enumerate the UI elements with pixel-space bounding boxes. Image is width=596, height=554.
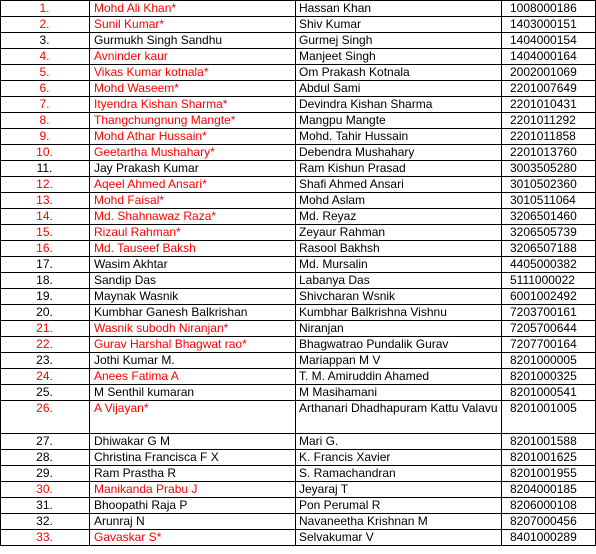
roll-number-cell: 8201001955 xyxy=(502,466,596,482)
father-name-cell: Gurmej Singh xyxy=(296,33,502,49)
serial-number-cell: 19. xyxy=(1,289,90,305)
candidate-name-cell: Bhoopathi Raja P xyxy=(90,498,296,514)
table-row xyxy=(1,450,596,466)
father-name-cell: Mangpu Mangte xyxy=(296,113,502,129)
candidate-name-cell: Md. Shahnawaz Raza* xyxy=(90,209,296,225)
candidate-name-cell: Mohd Athar Hussain* xyxy=(90,129,296,145)
candidate-name-cell: Gurav Harshal Bhagwat rao* xyxy=(90,337,296,353)
table-row xyxy=(1,369,596,385)
candidate-name-cell: Md. Tauseef Baksh xyxy=(90,241,296,257)
candidate-name-cell: Vikas Kumar kotnala* xyxy=(90,65,296,81)
candidate-name-cell: Anees Fatima A xyxy=(90,369,296,385)
father-name-cell: T. M. Amiruddin Ahamed xyxy=(296,369,502,385)
roll-number-cell: 8206000108 xyxy=(502,498,596,514)
roll-number-cell: 1404000164 xyxy=(502,49,596,65)
table-row xyxy=(1,81,596,97)
table-row xyxy=(1,97,596,113)
serial-number-cell: 12. xyxy=(1,177,90,193)
serial-number-cell: 9. xyxy=(1,129,90,145)
serial-number-cell: 13. xyxy=(1,193,90,209)
candidate-name-cell: Jothi Kumar M. xyxy=(90,353,296,369)
serial-number-cell: 18. xyxy=(1,273,90,289)
table-row xyxy=(1,514,596,530)
candidate-name-cell: Sandip Das xyxy=(90,273,296,289)
table-row xyxy=(1,209,596,225)
roll-number-cell: 2201011292 xyxy=(502,113,596,129)
serial-number-cell: 8. xyxy=(1,113,90,129)
roll-number-cell: 7205700644 xyxy=(502,321,596,337)
serial-number-cell: 30. xyxy=(1,482,90,498)
candidate-name-cell: Thangchungnung Mangte* xyxy=(90,113,296,129)
table-row xyxy=(1,193,596,209)
roll-number-cell: 3003505280 xyxy=(502,161,596,177)
table-row xyxy=(1,289,596,305)
candidate-name-cell: Wasim Akhtar xyxy=(90,257,296,273)
table-row xyxy=(1,177,596,193)
candidate-name-cell: Mohd Waseem* xyxy=(90,81,296,97)
candidate-name-cell: Jay Prakash Kumar xyxy=(90,161,296,177)
father-name-cell: Jeyaraj T xyxy=(296,482,502,498)
father-name-cell: Labanya Das xyxy=(296,273,502,289)
candidate-name-cell: Rizaul Rahman* xyxy=(90,225,296,241)
table-row xyxy=(1,113,596,129)
father-name-cell: Zeyaur Rahman xyxy=(296,225,502,241)
father-name-cell: S. Ramachandran xyxy=(296,466,502,482)
serial-number-cell: 15. xyxy=(1,225,90,241)
table-row xyxy=(1,65,596,81)
roll-number-cell: 2002001069 xyxy=(502,65,596,81)
serial-number-cell: 27. xyxy=(1,434,90,450)
table-row xyxy=(1,337,596,353)
father-name-cell: Shivcharan Wsnik xyxy=(296,289,502,305)
table-row xyxy=(1,49,596,65)
father-name-cell: Niranjan xyxy=(296,321,502,337)
roll-number-cell: 2201013760 xyxy=(502,145,596,161)
roll-number-cell: 3206505739 xyxy=(502,225,596,241)
father-name-cell: Hassan Khan xyxy=(296,1,502,17)
father-name-cell: Kumbhar Balkrishna Vishnu xyxy=(296,305,502,321)
table-row xyxy=(1,161,596,177)
roll-number-cell: 4405000382 xyxy=(502,257,596,273)
table-row xyxy=(1,321,596,337)
father-name-cell: Mohd Aslam xyxy=(296,193,502,209)
father-name-cell: Ram Kishun Prasad xyxy=(296,161,502,177)
roll-number-cell: 2201010431 xyxy=(502,97,596,113)
father-name-cell: Mariappan M V xyxy=(296,353,502,369)
candidate-name-cell: Mohd Faisal* xyxy=(90,193,296,209)
father-name-cell: Abdul Sami xyxy=(296,81,502,97)
father-name-cell: K. Francis Xavier xyxy=(296,450,502,466)
serial-number-cell: 25. xyxy=(1,385,90,401)
serial-number-cell: 24. xyxy=(1,369,90,385)
table-row xyxy=(1,530,596,546)
roll-number-cell: 1404000154 xyxy=(502,33,596,49)
table-row xyxy=(1,225,596,241)
serial-number-cell: 5. xyxy=(1,65,90,81)
roll-number-cell: 8204000185 xyxy=(502,482,596,498)
father-name-cell: Pon Perumal R xyxy=(296,498,502,514)
roll-number-cell: 8201000005 xyxy=(502,353,596,369)
table-row xyxy=(1,17,596,33)
father-name-cell: Arthanari Dhadhapuram Kattu Valavu xyxy=(296,401,502,434)
candidate-name-cell: Gurmukh Singh Sandhu xyxy=(90,33,296,49)
serial-number-cell: 11. xyxy=(1,161,90,177)
candidate-name-cell: Maynak Wasnik xyxy=(90,289,296,305)
roll-number-cell: 1008000186 xyxy=(502,1,596,17)
father-name-cell: Navaneetha Krishnan M xyxy=(296,514,502,530)
table-row xyxy=(1,353,596,369)
table-row xyxy=(1,273,596,289)
table-row xyxy=(1,466,596,482)
candidate-table-body xyxy=(1,1,596,546)
candidate-name-cell: Gavaskar S* xyxy=(90,530,296,546)
roll-number-cell: 2201007649 xyxy=(502,81,596,97)
serial-number-cell: 21. xyxy=(1,321,90,337)
table-row xyxy=(1,257,596,273)
father-name-cell: Md. Mursalin xyxy=(296,257,502,273)
table-row xyxy=(1,1,596,17)
father-name-cell: Manjeet Singh xyxy=(296,49,502,65)
serial-number-cell: 20. xyxy=(1,305,90,321)
candidate-name-cell: Arunraj N xyxy=(90,514,296,530)
father-name-cell: Shiv Kumar xyxy=(296,17,502,33)
father-name-cell: Mari G. xyxy=(296,434,502,450)
table-row xyxy=(1,129,596,145)
roll-number-cell: 7203700161 xyxy=(502,305,596,321)
father-name-cell: Bhagwatrao Pundalik Gurav xyxy=(296,337,502,353)
candidate-name-cell: Wasnik subodh Niranjan* xyxy=(90,321,296,337)
serial-number-cell: 14. xyxy=(1,209,90,225)
father-name-cell: M Masihamani xyxy=(296,385,502,401)
candidate-name-cell: Avninder kaur xyxy=(90,49,296,65)
table-row xyxy=(1,33,596,49)
roll-number-cell: 8201000541 xyxy=(502,385,596,401)
table-row xyxy=(1,498,596,514)
roll-number-cell: 8201001005 xyxy=(502,401,596,434)
roll-number-cell: 2201011858 xyxy=(502,129,596,145)
roll-number-cell: 3206507188 xyxy=(502,241,596,257)
table-row xyxy=(1,145,596,161)
roll-number-cell: 3010502360 xyxy=(502,177,596,193)
father-name-cell: Md. Reyaz xyxy=(296,209,502,225)
roll-number-cell: 7207700164 xyxy=(502,337,596,353)
candidate-name-cell: Ram Prastha R xyxy=(90,466,296,482)
serial-number-cell: 23. xyxy=(1,353,90,369)
serial-number-cell: 17. xyxy=(1,257,90,273)
serial-number-cell: 32. xyxy=(1,514,90,530)
candidate-name-cell: M Senthil kumaran xyxy=(90,385,296,401)
candidate-name-cell: Geetartha Mushahary* xyxy=(90,145,296,161)
roll-number-cell: 3010511064 xyxy=(502,193,596,209)
roll-number-cell: 5111000022 xyxy=(502,273,596,289)
father-name-cell: Rasool Bakhsh xyxy=(296,241,502,257)
serial-number-cell: 6. xyxy=(1,81,90,97)
serial-number-cell: 31. xyxy=(1,498,90,514)
candidate-name-cell: Sunil Kumar* xyxy=(90,17,296,33)
serial-number-cell: 3. xyxy=(1,33,90,49)
candidate-name-cell: Aqeel Ahmed Ansari* xyxy=(90,177,296,193)
serial-number-cell: 2. xyxy=(1,17,90,33)
roll-number-cell: 8201001625 xyxy=(502,450,596,466)
candidate-name-cell: Christina Francisca F X xyxy=(90,450,296,466)
roll-number-cell: 8401000289 xyxy=(502,530,596,546)
table-row xyxy=(1,434,596,450)
candidate-name-cell: Kumbhar Ganesh Balkrishan xyxy=(90,305,296,321)
serial-number-cell: 33. xyxy=(1,530,90,546)
candidate-name-cell: A Vijayan* xyxy=(90,401,296,434)
father-name-cell: Devindra Kishan Sharma xyxy=(296,97,502,113)
table-row xyxy=(1,385,596,401)
serial-number-cell: 7. xyxy=(1,97,90,113)
candidate-name-cell: Ityendra Kishan Sharma* xyxy=(90,97,296,113)
father-name-cell: Mohd. Tahir Hussain xyxy=(296,129,502,145)
roll-number-cell: 6001002492 xyxy=(502,289,596,305)
roll-number-cell: 8201001588 xyxy=(502,434,596,450)
serial-number-cell: 4. xyxy=(1,49,90,65)
father-name-cell: Shafi Ahmed Ansari xyxy=(296,177,502,193)
table-row xyxy=(1,401,596,434)
serial-number-cell: 1. xyxy=(1,1,90,17)
father-name-cell: Selvakumar V xyxy=(296,530,502,546)
serial-number-cell: 28. xyxy=(1,450,90,466)
serial-number-cell: 26. xyxy=(1,401,90,434)
candidate-name-cell: Manikanda Prabu J xyxy=(90,482,296,498)
candidate-name-cell: Dhiwakar G M xyxy=(90,434,296,450)
father-name-cell: Om Prakash Kotnala xyxy=(296,65,502,81)
roll-number-cell: 8201000325 xyxy=(502,369,596,385)
candidate-name-cell: Mohd Ali Khan* xyxy=(90,1,296,17)
table-row xyxy=(1,241,596,257)
table-row xyxy=(1,482,596,498)
table-row xyxy=(1,305,596,321)
roll-number-cell: 8207000456 xyxy=(502,514,596,530)
serial-number-cell: 29. xyxy=(1,466,90,482)
father-name-cell: Debendra Mushahary xyxy=(296,145,502,161)
serial-number-cell: 10. xyxy=(1,145,90,161)
serial-number-cell: 16. xyxy=(1,241,90,257)
roll-number-cell: 3206501460 xyxy=(502,209,596,225)
serial-number-cell: 22. xyxy=(1,337,90,353)
roll-number-cell: 1403000151 xyxy=(502,17,596,33)
